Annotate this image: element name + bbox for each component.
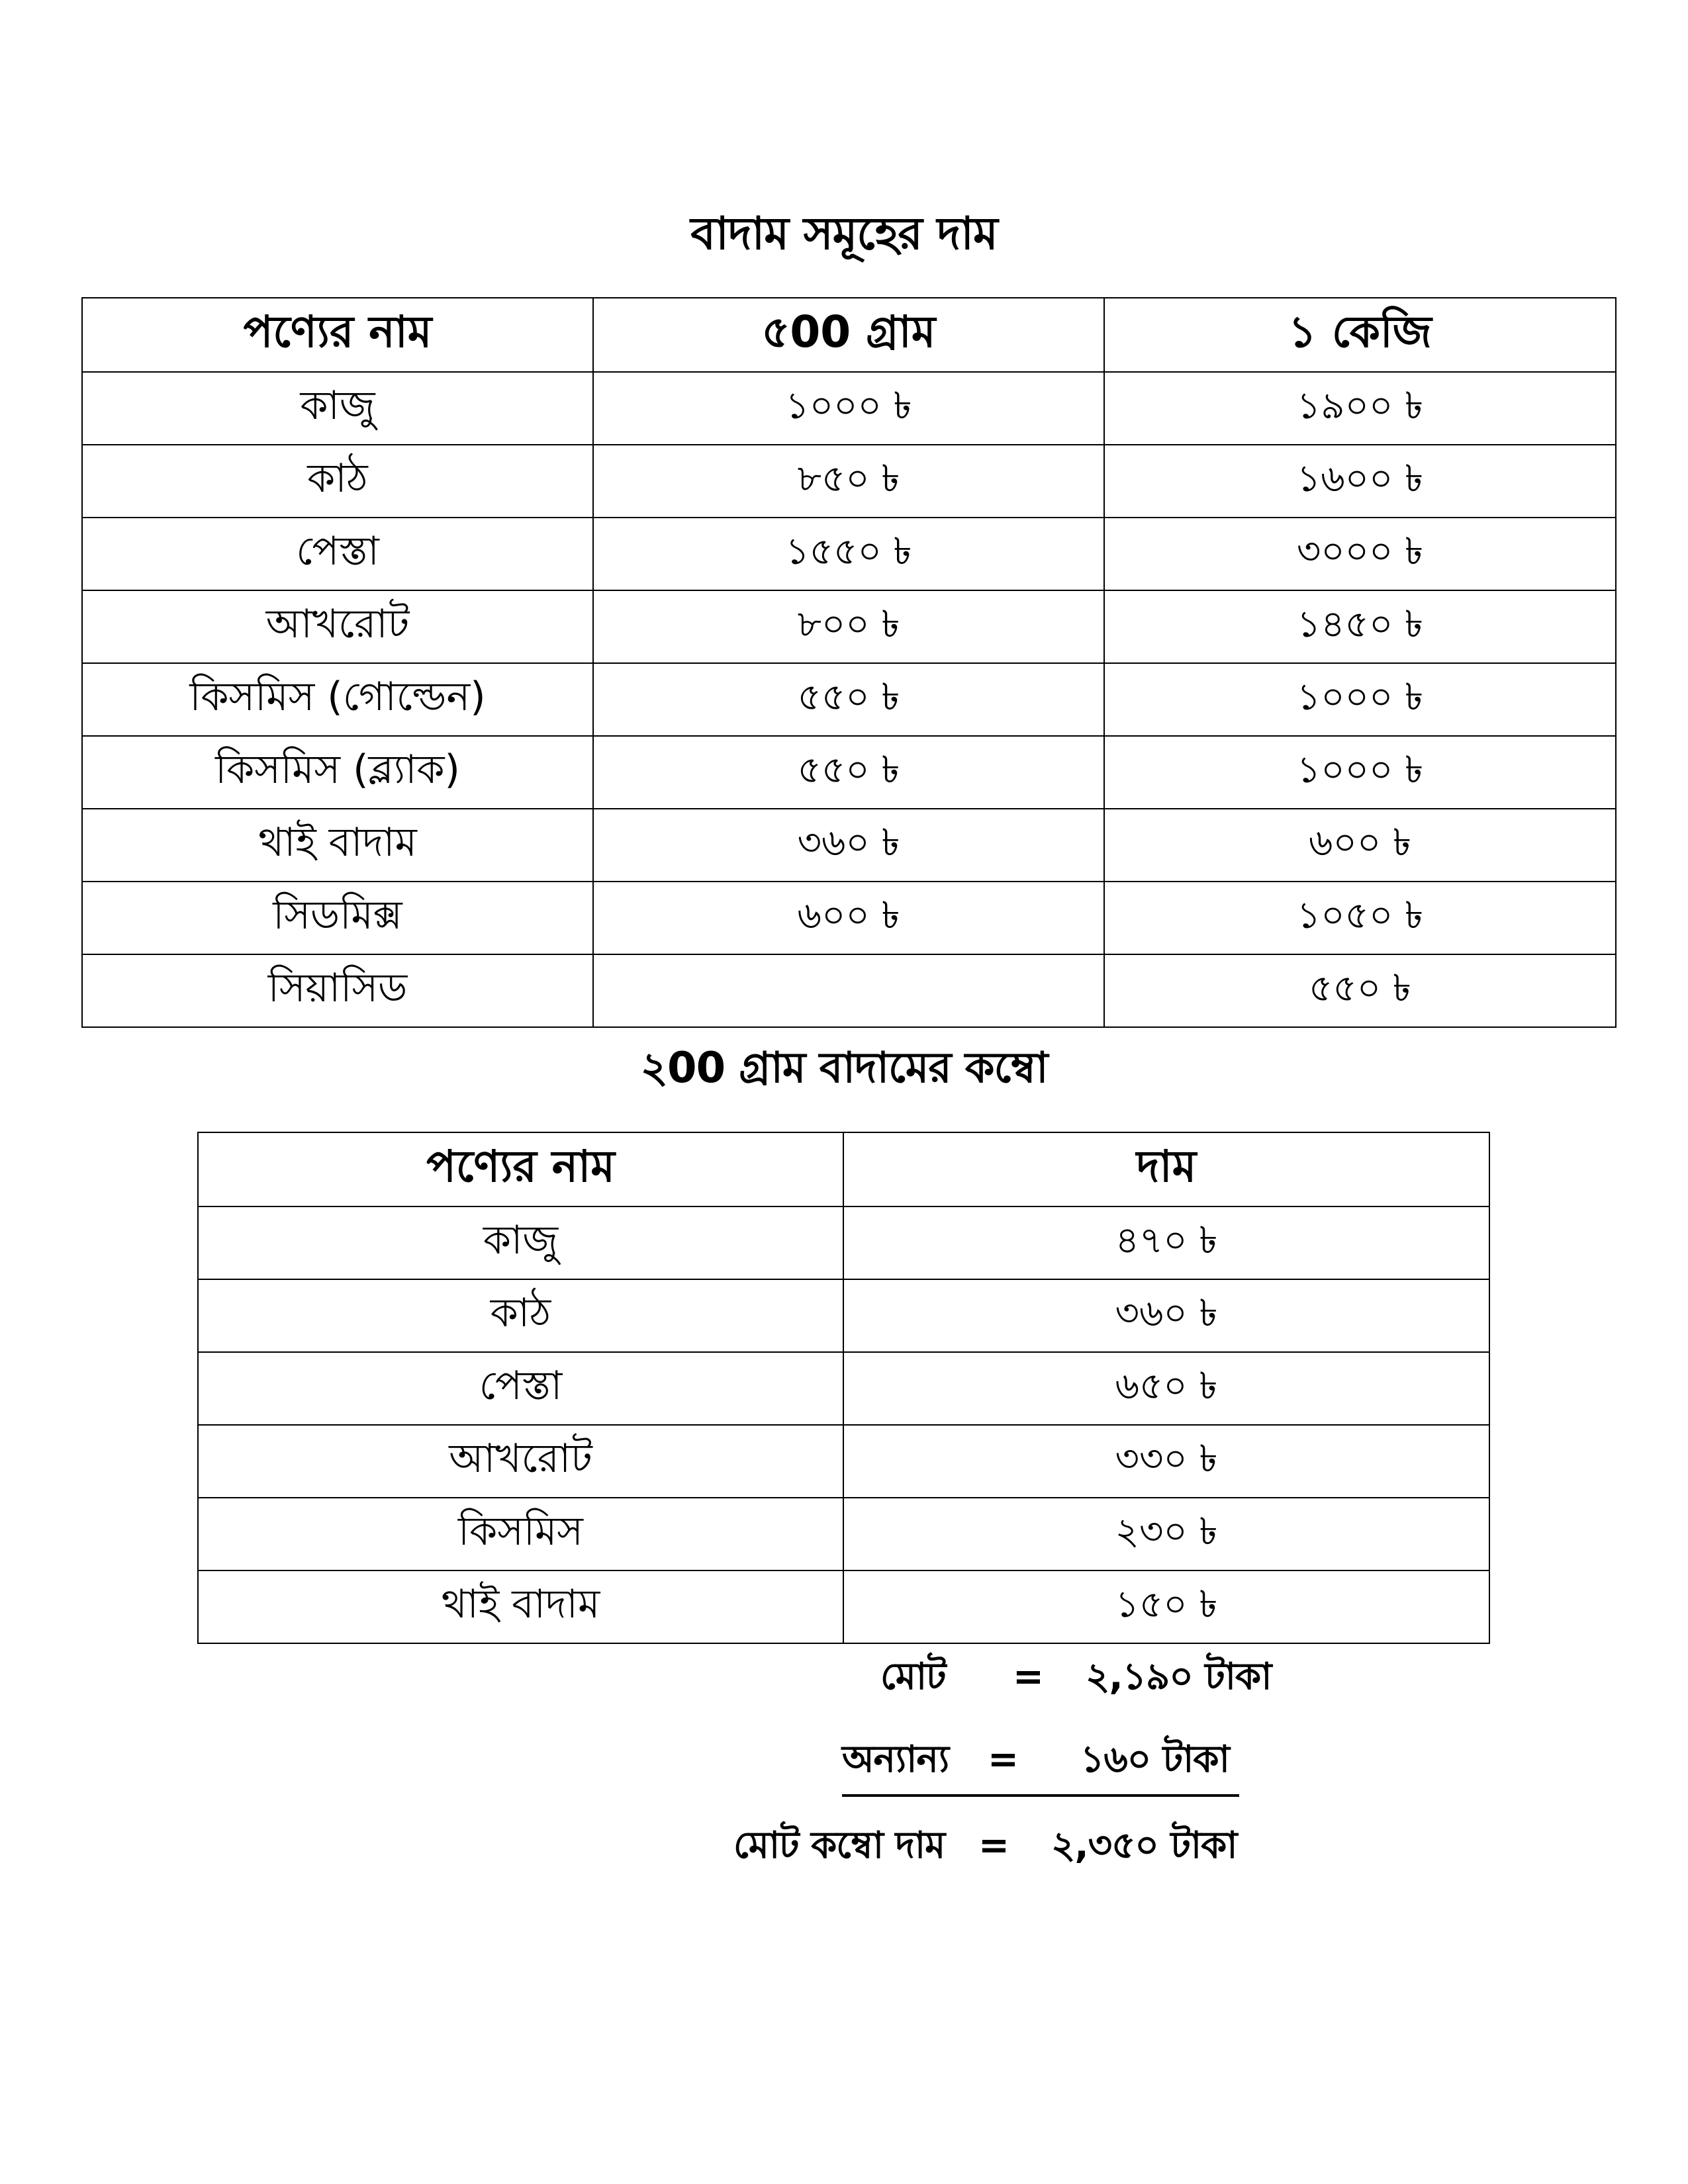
product-name-cell: পেস্তা: [82, 518, 593, 590]
product-name-cell: কিসমিস: [198, 1498, 843, 1570]
price-table-header-row: [82, 298, 1616, 372]
price-500g-cell: ৫৫০ ৳: [593, 663, 1104, 736]
table-row: [82, 518, 1616, 590]
price-1kg-cell: ১৬০০ ৳: [1104, 445, 1616, 518]
summary-other-equals: =: [988, 1738, 1018, 1781]
price-500g-cell: [593, 954, 1104, 1027]
summary-total-line: [880, 1648, 1271, 1710]
summary-other-value: ১৬০ টাকা: [1080, 1738, 1229, 1781]
table-row: [82, 372, 1616, 445]
summary-grand-total-line: [733, 1817, 1237, 1879]
price-1kg-cell: ১৯০০ ৳: [1104, 372, 1616, 445]
summary-grand-value: ২,৩৫০ টাকা: [1051, 1824, 1237, 1867]
combo-title: ২00 গ্রাম বাদামের কম্বো: [640, 1044, 1048, 1093]
product-name-cell: কাঠ: [198, 1279, 843, 1352]
table-row: [198, 1425, 1489, 1498]
price-1kg-cell: ১০০০ ৳: [1104, 736, 1616, 809]
product-name-cell: কিসমিস (ব্ল্যাক): [82, 736, 593, 809]
product-name-cell: কিসমিস (গোল্ডেন): [82, 663, 593, 736]
summary-grand-equals: =: [978, 1824, 1009, 1867]
header-500g: ৫00 গ্রাম: [593, 298, 1104, 372]
header-1kg: ১ কেজি: [1104, 298, 1616, 372]
table-row: [82, 809, 1616, 882]
product-name-cell: আখরোট: [82, 590, 593, 663]
price-1kg-cell: ১০০০ ৳: [1104, 663, 1616, 736]
product-name-cell: সিডমিক্স: [82, 882, 593, 954]
page-title: বাদাম সমূহের দাম: [690, 208, 998, 260]
summary-total-label: মোট: [880, 1655, 946, 1698]
price-table: [81, 297, 1617, 1028]
header-product-name: পণ্যের নাম: [82, 298, 593, 372]
price-cell: ২৩০ ৳: [843, 1498, 1489, 1570]
price-cell: ৪৭০ ৳: [843, 1206, 1489, 1279]
table-row: [198, 1279, 1489, 1352]
product-name-cell: কাজু: [198, 1206, 843, 1279]
price-500g-cell: ১৫৫০ ৳: [593, 518, 1104, 590]
price-500g-cell: ৮৫০ ৳: [593, 445, 1104, 518]
price-1kg-cell: ১০৫০ ৳: [1104, 882, 1616, 954]
header-product-name: পণ্যের নাম: [198, 1132, 843, 1206]
table-row: [82, 445, 1616, 518]
header-price: দাম: [843, 1132, 1489, 1206]
product-name-cell: থাই বাদাম: [82, 809, 593, 882]
product-name-cell: সিয়াসিড: [82, 954, 593, 1027]
price-cell: ৩৩০ ৳: [843, 1425, 1489, 1498]
combo-table-header-row: [198, 1132, 1489, 1206]
price-cell: ৩৬০ ৳: [843, 1279, 1489, 1352]
price-cell: ১৫০ ৳: [843, 1570, 1489, 1643]
table-row: [82, 882, 1616, 954]
price-1kg-cell: ৩০০০ ৳: [1104, 518, 1616, 590]
price-500g-cell: ৮০০ ৳: [593, 590, 1104, 663]
table-row: [198, 1570, 1489, 1643]
price-1kg-cell: ১৪৫০ ৳: [1104, 590, 1616, 663]
combo-table: [197, 1132, 1490, 1644]
summary-grand-label: মোট কম্বো দাম: [733, 1824, 945, 1867]
product-name-cell: কাঠ: [82, 445, 593, 518]
table-row: [82, 590, 1616, 663]
price-cell: ৬৫০ ৳: [843, 1352, 1489, 1425]
summary-total-value: ২,১৯০ টাকা: [1086, 1655, 1272, 1698]
summary-other-line: [842, 1731, 1239, 1797]
table-row: [82, 736, 1616, 809]
summary-total-equals: =: [1013, 1655, 1043, 1698]
product-name-cell: কাজু: [82, 372, 593, 445]
product-name-cell: পেস্তা: [198, 1352, 843, 1425]
table-row: [82, 954, 1616, 1027]
price-1kg-cell: ৬০০ ৳: [1104, 809, 1616, 882]
price-500g-cell: ৫৫০ ৳: [593, 736, 1104, 809]
product-name-cell: থাই বাদাম: [198, 1570, 843, 1643]
price-500g-cell: ৩৬০ ৳: [593, 809, 1104, 882]
table-row: [82, 663, 1616, 736]
table-row: [198, 1498, 1489, 1570]
price-500g-cell: ৬০০ ৳: [593, 882, 1104, 954]
price-500g-cell: ১০০০ ৳: [593, 372, 1104, 445]
product-name-cell: আখরোট: [198, 1425, 843, 1498]
summary-other-label: অন্যান্য: [842, 1738, 949, 1781]
price-1kg-cell: ৫৫০ ৳: [1104, 954, 1616, 1027]
table-row: [198, 1206, 1489, 1279]
table-row: [198, 1352, 1489, 1425]
